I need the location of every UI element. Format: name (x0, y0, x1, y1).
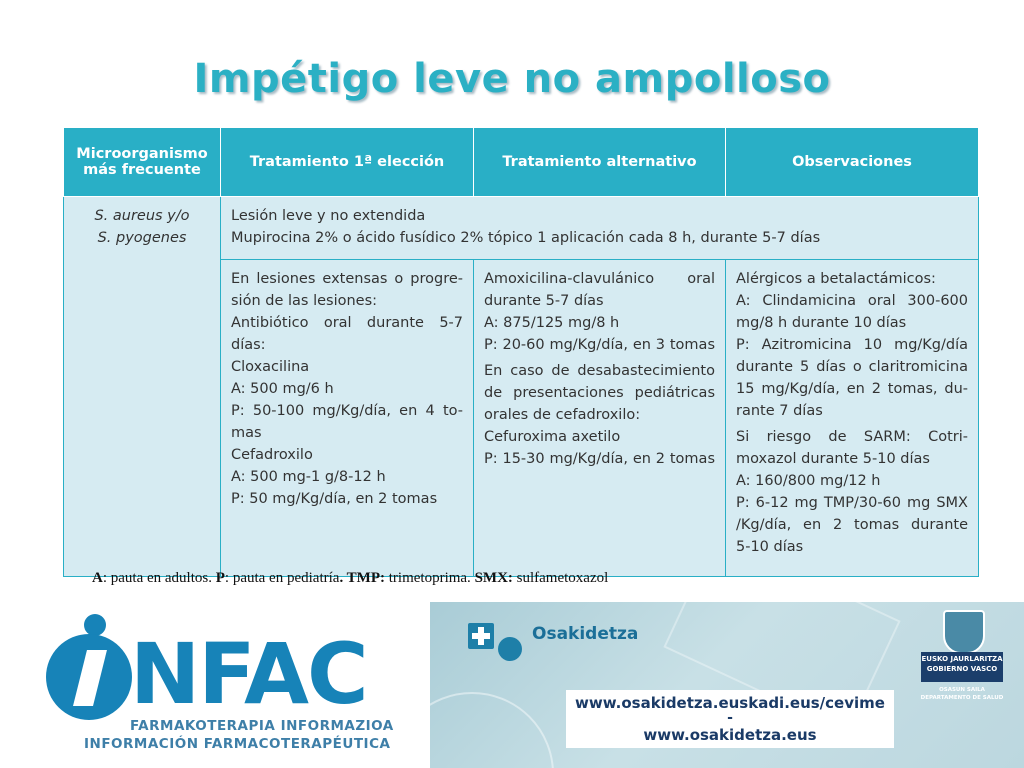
page-title: Impétigo leve no ampolloso (193, 56, 831, 102)
header-alternative: Tratamiento alternativo (474, 128, 726, 197)
department-line: OSASUN SAILA (939, 687, 985, 693)
infac-subtitle-spanish: INFORMACIÓN FARMACOTERAPÉUTICA (84, 736, 391, 752)
observations-line: /Kg/día, en 2 tomas durante (736, 517, 968, 533)
first-choice-line: días: (231, 337, 266, 353)
footnote-key: . TMP: (339, 570, 385, 586)
first-choice-line: Antibiótico oral durante 5-7 (231, 315, 463, 331)
header-first-choice: Tratamiento 1ª elección (221, 128, 474, 197)
table-header-row (64, 128, 979, 197)
coat-of-arms-icon (943, 610, 985, 654)
microorganism-line: S. pyogenes (97, 230, 187, 246)
alternative-cell (474, 260, 726, 577)
first-choice-cell (221, 260, 474, 577)
footnote-text: trimetoprima. (385, 570, 475, 586)
first-choice-line: En lesiones extensas o progre- (231, 271, 463, 287)
footnote-key: A (92, 570, 103, 586)
lesion-heading: Lesión leve y no extendida (231, 208, 426, 224)
infac-dot-icon (84, 614, 106, 636)
observations-line: 15 mg/Kg/día, en 2 tomas, du- (736, 381, 968, 397)
observations-line: A: 160/800 mg/12 h (736, 473, 881, 489)
footnote-text: : pauta en adultos. (102, 570, 216, 586)
microorganism-cell (64, 197, 221, 577)
footnote-key: SMX: (474, 570, 513, 586)
first-choice-line: A: 500 mg/6 h (231, 381, 334, 397)
header-micro-line: más frecuente (83, 162, 201, 178)
first-choice-line: P: 50 mg/Kg/día, en 2 tomas (231, 491, 438, 507)
table-row (64, 197, 979, 260)
osakidetza-logo-icon (468, 623, 528, 671)
first-choice-line: A: 500 mg-1 g/8-12 h (231, 469, 386, 485)
logo-circle-icon (498, 637, 522, 661)
alternative-line: durante 5-7 días (484, 293, 604, 309)
gv-band-line: EUSKO JAURLARITZA (921, 655, 1003, 663)
footnote-text: : pauta en pediatría (224, 570, 340, 586)
gv-band-line: GOBIERNO VASCO (926, 665, 998, 673)
observations-line: Si riesgo de SARM: Cotri- (736, 429, 968, 445)
alternative-line: de presentaciones pediátricas (484, 385, 715, 401)
observations-line: Alérgicos a betalactámicos: (736, 271, 936, 287)
observations-line: A: Clindamicina oral 300-600 (736, 293, 968, 309)
first-choice-line: sión de las lesiones: (231, 293, 378, 309)
observations-line: moxazol durante 5-10 días (736, 451, 930, 467)
header-micro-line: Microorganismo (76, 146, 208, 162)
alternative-line: P: 15-30 mg/Kg/día, en 2 tomas (484, 451, 715, 467)
url-separator: - (727, 710, 733, 726)
cevime-url-link[interactable]: www.osakidetza.euskadi.eus/cevime (575, 694, 885, 712)
alternative-line: Cefuroxima axetilo (484, 429, 621, 445)
osakidetza-name: Osakidetza (532, 624, 639, 644)
osakidetza-url-link[interactable]: www.osakidetza.eus (643, 726, 817, 744)
alternative-line: orales de cefadroxilo: (484, 407, 641, 423)
microorganism-line: S. aureus y/o (94, 208, 190, 224)
header-microorganism (64, 128, 221, 197)
alternative-line: P: 20-60 mg/Kg/día, en 3 tomas (484, 337, 715, 353)
alternative-line: Amoxicilina-clavulánico oral (484, 271, 715, 287)
first-choice-line: P: 50-100 mg/Kg/día, en 4 to- (231, 403, 463, 419)
observations-cell (726, 260, 979, 577)
treatment-table (63, 127, 979, 577)
infac-logo (46, 612, 394, 762)
footnote-key: P (215, 570, 225, 586)
alternative-line: A: 875/125 mg/8 h (484, 315, 620, 331)
header-observations: Observaciones (726, 128, 979, 197)
mild-lesion-cell (221, 197, 979, 260)
department-line: DEPARTAMENTO DE SALUD (920, 695, 1004, 701)
gobierno-vasco-band (921, 652, 1003, 682)
observations-line: durante 5 días o claritromicina (736, 359, 968, 375)
infac-wordmark: NFAC (130, 625, 367, 723)
department-label (915, 686, 1009, 702)
banner-decoration (430, 692, 554, 768)
first-choice-line: mas (231, 425, 262, 441)
first-choice-line: Cefadroxilo (231, 447, 313, 463)
observations-line: 5-10 días (736, 539, 804, 555)
cross-bar-icon (478, 627, 484, 645)
observations-line: P: 6-12 mg TMP/30-60 mg SMX (736, 495, 968, 511)
observations-line: mg/8 h durante 10 días (736, 315, 907, 331)
first-choice-line: Cloxacilina (231, 359, 310, 375)
lesion-treatment: Mupirocina 2% o ácido fusídico 2% tópico 1 aplicación cada 8 h, durante 5-7 días (231, 230, 821, 246)
infac-subtitle-basque: FARMAKOTERAPIA INFORMAZIOA (130, 718, 394, 734)
footnote (92, 570, 608, 587)
footnote-text: sulfametoxazol (512, 570, 609, 586)
gobierno-vasco-logo (915, 606, 1011, 726)
observations-line: rante 7 días (736, 403, 823, 419)
alternative-line: En caso de desabastecimiento (484, 363, 715, 379)
observations-line: P: Azitromicina 10 mg/Kg/día (736, 337, 968, 353)
